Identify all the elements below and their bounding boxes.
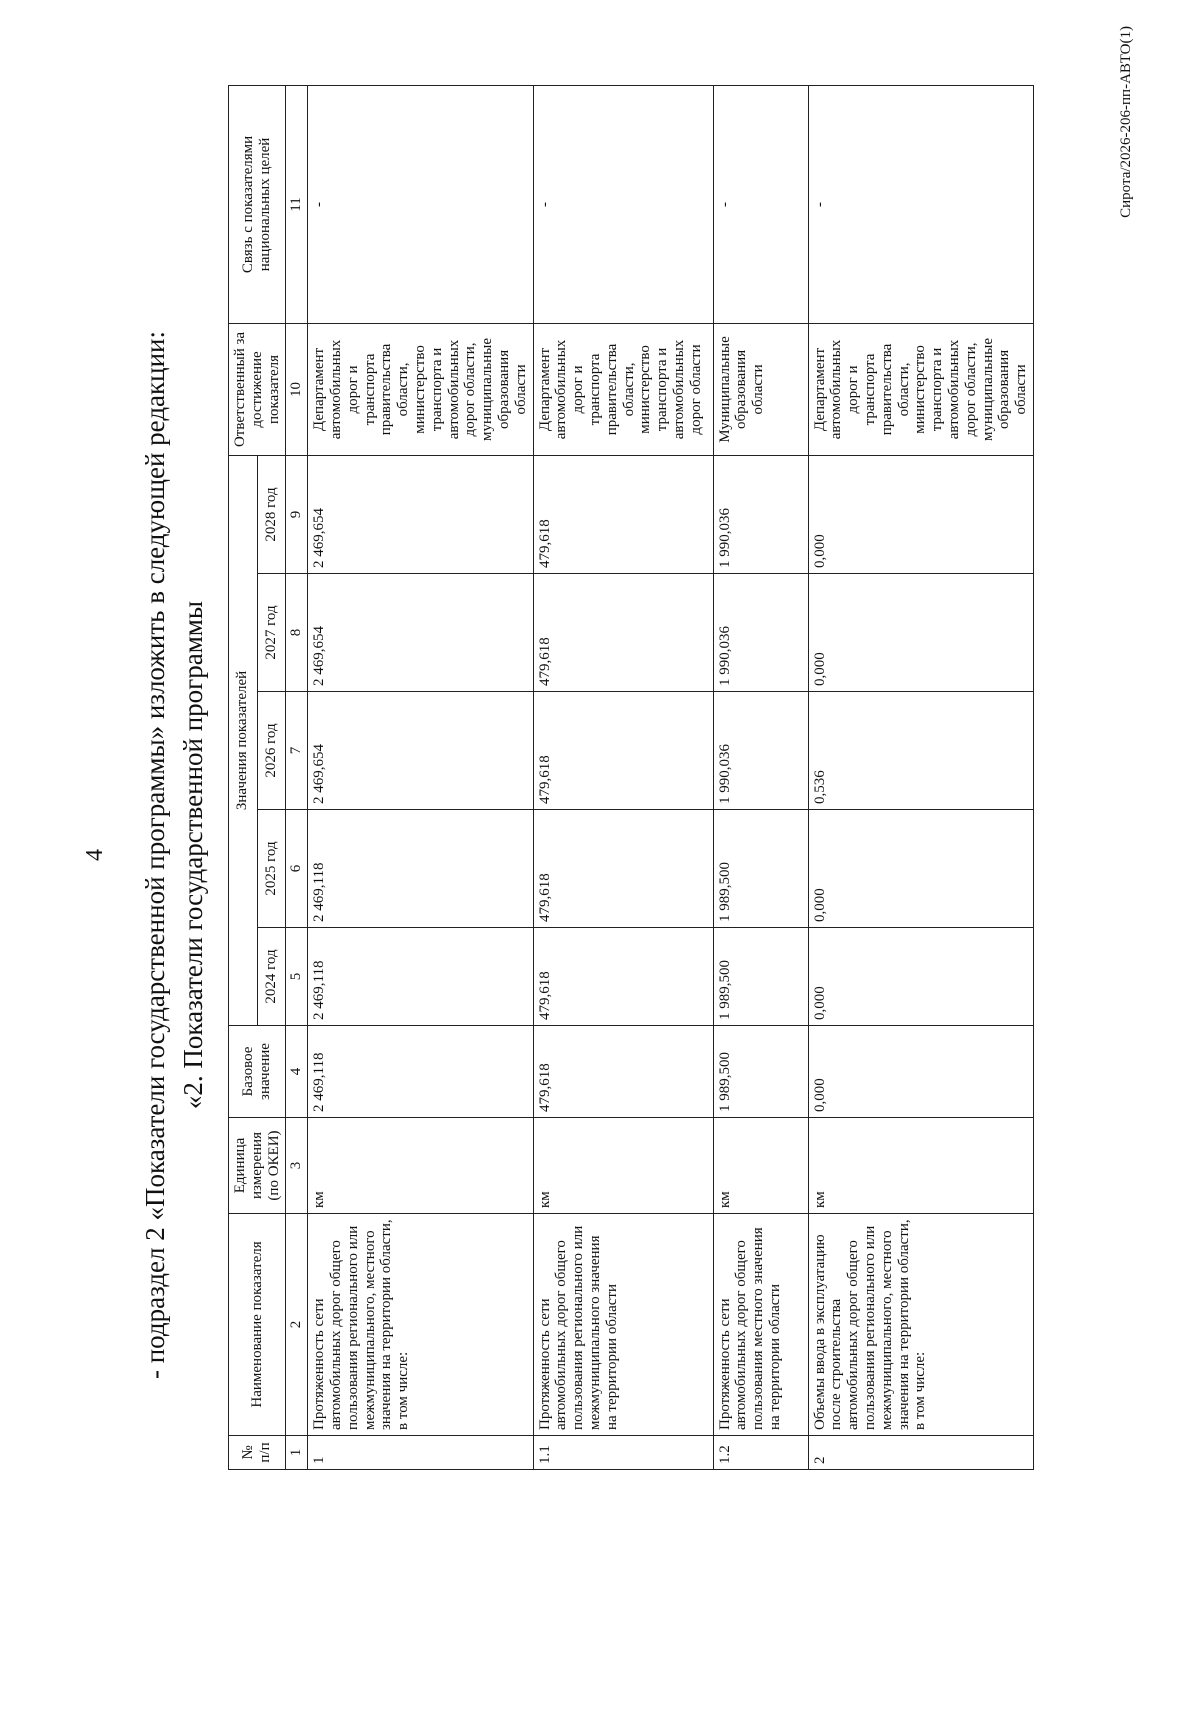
header-values-group: Значения показателей [229, 455, 258, 1025]
row-value-2027: 1 990,036 [713, 574, 808, 692]
row-responsible: Департамент автомобильных дорог и транспорта правительства области, министерство транспорта и автомобильных дорог области, муниципальные образования области [308, 323, 533, 455]
column-number: 11 [286, 85, 308, 323]
header-unit: Единица измерения (по ОКЕИ) [229, 1118, 286, 1214]
row-value-2024: 1 989,500 [713, 928, 808, 1026]
row-unit: км [533, 1118, 713, 1214]
table-row [533, 85, 713, 1469]
table-header-row [229, 85, 258, 1469]
row-value-2025: 1 989,500 [713, 810, 808, 928]
section-heading: - подраздел 2 «Показатели государственной программы» изложить в следующей редакции: [140, 330, 170, 1380]
row-value-2024: 0,000 [808, 928, 1033, 1026]
row-base: 1 989,500 [713, 1026, 808, 1118]
row-base: 2 469,118 [308, 1026, 533, 1118]
row-name: Протяженность сети автомобильных дорог общего пользования регионального или межмуниципального, местного значения на территории области, в том числе: [308, 1214, 533, 1436]
row-value-2025: 0,000 [808, 810, 1033, 928]
row-value-2028: 479,618 [533, 455, 713, 573]
header-responsible: Ответственный за достижение показателя [229, 323, 286, 455]
row-value-2028: 2 469,654 [308, 455, 533, 573]
column-numbers-row [286, 85, 308, 1469]
column-number: 4 [286, 1026, 308, 1118]
row-value-2027: 0,000 [808, 574, 1033, 692]
page-number: 4 [82, 849, 108, 861]
column-number: 8 [286, 574, 308, 692]
header-year: 2028 год [257, 455, 286, 573]
row-value-2024: 479,618 [533, 928, 713, 1026]
row-num: 2 [808, 1436, 1033, 1470]
row-num: 1 [308, 1436, 533, 1470]
row-link: - [713, 85, 808, 323]
row-link: - [808, 85, 1033, 323]
row-name: Объемы ввода в эксплуатацию после строительства автомобильных дорог общего пользования регионального или межмуниципального, местного значения на территории области, в том числе: [808, 1214, 1033, 1436]
row-value-2026: 479,618 [533, 692, 713, 810]
row-value-2027: 2 469,654 [308, 574, 533, 692]
row-name: Протяженность сети автомобильных дорог общего пользования местного значения на территории области [713, 1214, 808, 1436]
row-responsible: Департамент автомобильных дорог и транспорта правительства области, министерство транспорта и автомобильных дорог области [533, 323, 713, 455]
column-number: 6 [286, 810, 308, 928]
header-base: Базовое значение [229, 1026, 286, 1118]
table-row [713, 85, 808, 1469]
header-name: Наименование показателя [229, 1214, 286, 1436]
row-responsible: Департамент автомобильных дорог и транспорта правительства области, министерство транспорта и автомобильных дорог области, муниципальные образования области [808, 323, 1033, 455]
column-number: 9 [286, 455, 308, 573]
row-unit: км [308, 1118, 533, 1214]
column-number: 7 [286, 692, 308, 810]
table-title: «2. Показатели государственной программы [178, 600, 208, 1110]
row-base: 479,618 [533, 1026, 713, 1118]
row-value-2025: 2 469,118 [308, 810, 533, 928]
indicators-table [228, 85, 1034, 1470]
row-num: 1.2 [713, 1436, 808, 1470]
row-base: 0,000 [808, 1026, 1033, 1118]
column-number: 3 [286, 1118, 308, 1214]
row-value-2026: 2 469,654 [308, 692, 533, 810]
row-value-2026: 0,536 [808, 692, 1033, 810]
column-number: 10 [286, 323, 308, 455]
row-name: Протяженность сети автомобильных дорог общего пользования регионального или межмуниципального значения на территории области [533, 1214, 713, 1436]
row-unit: км [808, 1118, 1033, 1214]
row-value-2025: 479,618 [533, 810, 713, 928]
header-year: 2027 год [257, 574, 286, 692]
row-link: - [308, 85, 533, 323]
column-number: 2 [286, 1214, 308, 1436]
row-link: - [533, 85, 713, 323]
row-value-2027: 479,618 [533, 574, 713, 692]
row-num: 1.1 [533, 1436, 713, 1470]
table-row [808, 85, 1033, 1469]
row-value-2028: 0,000 [808, 455, 1033, 573]
header-year: 2025 год [257, 810, 286, 928]
header-year: 2024 год [257, 928, 286, 1026]
row-value-2024: 2 469,118 [308, 928, 533, 1026]
row-value-2026: 1 990,036 [713, 692, 808, 810]
row-value-2028: 1 990,036 [713, 455, 808, 573]
header-num: № п/п [229, 1436, 286, 1470]
header-link: Связь с показателями национальных целей [229, 85, 286, 323]
row-responsible: Муниципальные образования области [713, 323, 808, 455]
document-code: Сирота/2026-206-пп-АВТО(1) [1118, 26, 1134, 218]
row-unit: км [713, 1118, 808, 1214]
column-number: 1 [286, 1436, 308, 1470]
table-row [308, 85, 533, 1469]
header-year: 2026 год [257, 692, 286, 810]
column-number: 5 [286, 928, 308, 1026]
